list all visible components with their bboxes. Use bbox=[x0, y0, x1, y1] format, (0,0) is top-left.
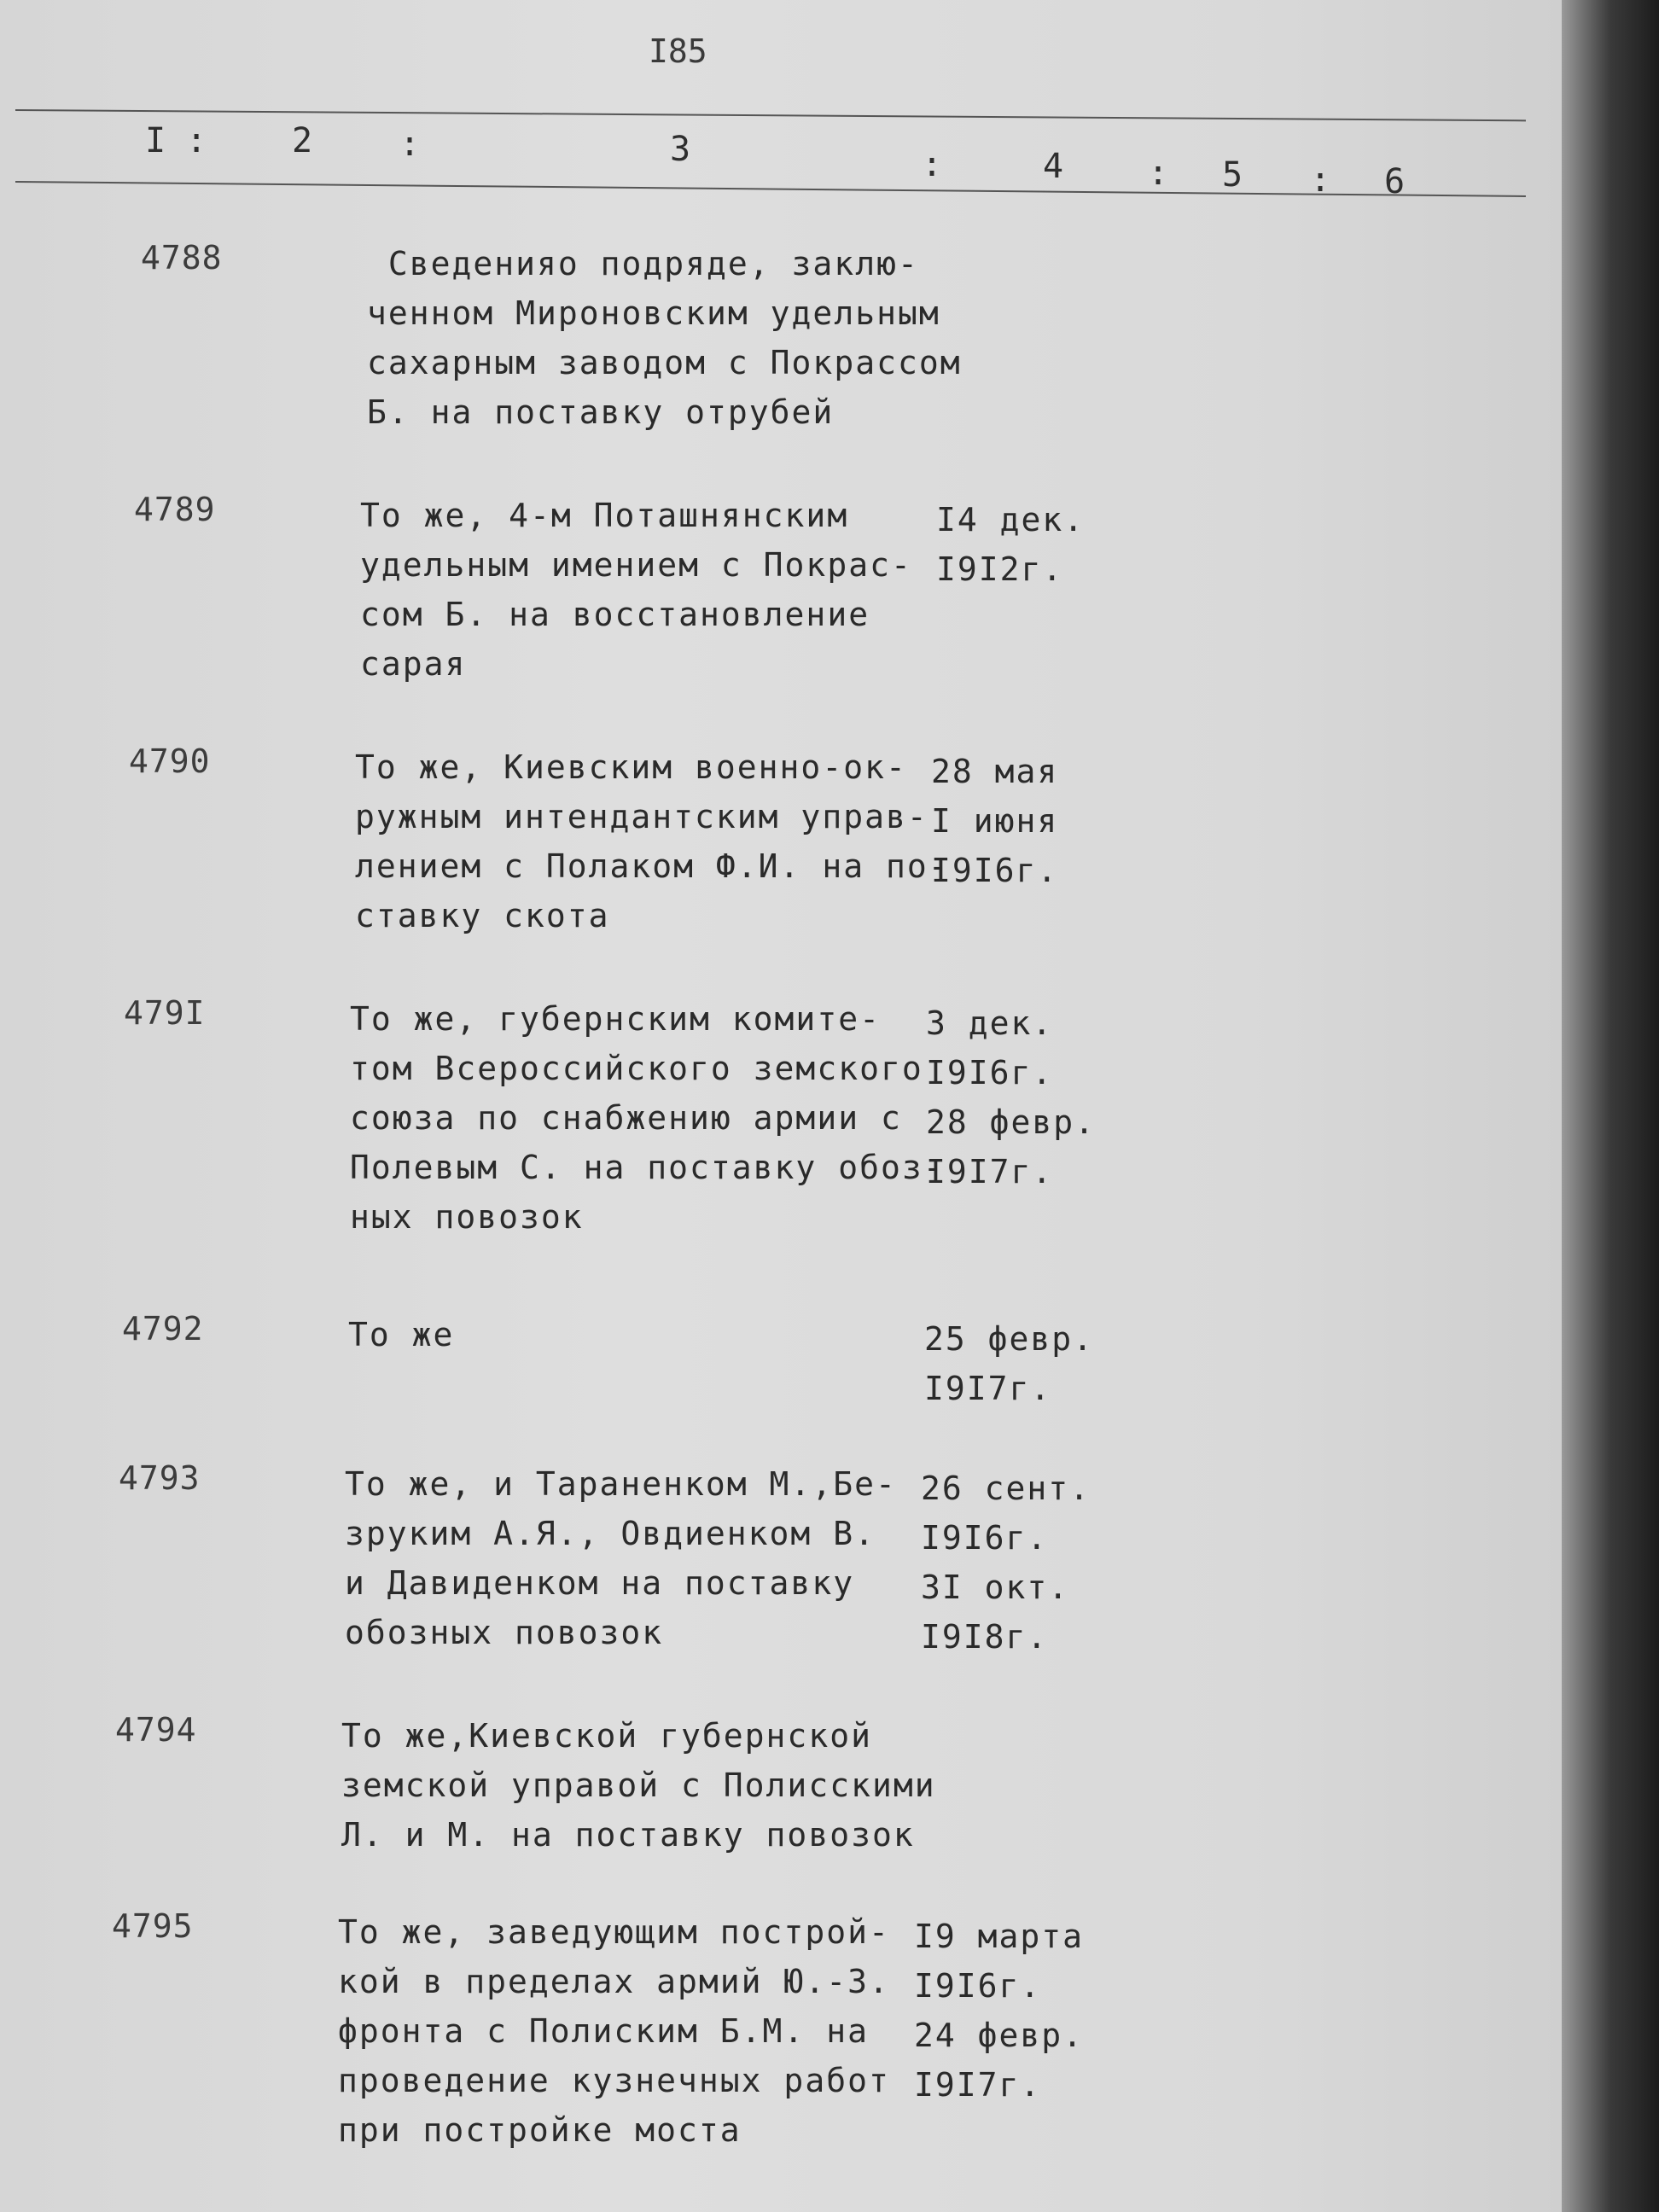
entry-dates bbox=[914, 1912, 1084, 2110]
description-line: ставку скота bbox=[355, 897, 610, 934]
description-line: Сведенияо подряде, заклю- bbox=[367, 245, 919, 282]
date-line: I4 дек. bbox=[936, 501, 1086, 538]
date-line: 28 февр. bbox=[926, 1103, 1097, 1141]
description-line: при постройке моста bbox=[338, 2111, 742, 2149]
column-separator: : bbox=[399, 125, 421, 164]
entry-description bbox=[360, 491, 912, 689]
description-line: проведение кузнечных работ bbox=[338, 2062, 890, 2099]
entry-description bbox=[355, 742, 950, 940]
column-header-6: 6 bbox=[1384, 162, 1406, 201]
date-line: 28 мая bbox=[931, 753, 1059, 790]
description-line: Л. и М. на поставку повозок bbox=[341, 1816, 915, 1854]
entry-number: 479I bbox=[124, 994, 206, 1032]
description-line: сарая bbox=[360, 645, 467, 683]
date-line: I9I7г. bbox=[924, 1370, 1052, 1407]
entry-description bbox=[345, 1459, 897, 1657]
entry-dates bbox=[931, 747, 1058, 895]
entry-number: 4789 bbox=[134, 491, 216, 528]
description-line: То же, Киевским военно-ок- bbox=[355, 748, 907, 786]
entry-description bbox=[367, 239, 962, 437]
description-line: земской управой с Полисскими bbox=[341, 1767, 936, 1804]
entry-number: 4794 bbox=[115, 1711, 197, 1749]
description-line: союза по снабжению армии с bbox=[350, 1099, 902, 1137]
column-header-2: 2 bbox=[292, 121, 313, 160]
date-line: I9I7г. bbox=[926, 1153, 1054, 1190]
description-line: То же bbox=[348, 1316, 455, 1353]
date-line: 26 сент. bbox=[921, 1470, 1091, 1507]
date-line: 24 февр. bbox=[914, 2017, 1085, 2054]
date-line: I9 марта bbox=[914, 1918, 1085, 1955]
column-separator: : bbox=[922, 145, 943, 184]
entry-number: 4793 bbox=[119, 1459, 201, 1497]
entry-number: 4788 bbox=[141, 239, 223, 276]
column-header-4: 4 bbox=[1043, 147, 1064, 186]
date-line: I9I6г. bbox=[931, 852, 1059, 889]
description-line: Полевым С. на поставку обоз- bbox=[350, 1149, 945, 1186]
description-line: зруким А.Я., Овдиенком В. bbox=[345, 1515, 876, 1552]
entry-description bbox=[348, 1310, 454, 1359]
entry-description bbox=[341, 1711, 936, 1860]
date-line: I9I6г. bbox=[921, 1519, 1049, 1557]
description-line: То же, 4-м Поташнянским bbox=[360, 497, 849, 534]
entry-dates bbox=[921, 1464, 1091, 1662]
date-line: 25 февр. bbox=[924, 1320, 1095, 1358]
description-line: фронта с Полиским Б.М. на bbox=[338, 2012, 869, 2050]
column-header-5: 5 bbox=[1222, 155, 1243, 195]
description-line: и Давиденком на поставку bbox=[345, 1564, 855, 1602]
date-line: I9I6г. bbox=[926, 1054, 1054, 1091]
column-header-3: 3 bbox=[670, 130, 691, 169]
header-top-rule bbox=[15, 109, 1526, 121]
entry-dates bbox=[926, 998, 1096, 1196]
description-line: обозных повозок bbox=[345, 1614, 664, 1651]
entry-number: 4795 bbox=[112, 1907, 194, 1945]
date-line: I9I2г. bbox=[936, 550, 1064, 588]
description-line: ружным интендантским управ- bbox=[355, 798, 928, 835]
page-edge-shadow bbox=[1562, 0, 1659, 2212]
description-line: То же, губернским комите- bbox=[350, 1000, 881, 1038]
entry-dates bbox=[924, 1314, 1094, 1413]
entry-dates bbox=[936, 495, 1085, 594]
description-line: ченном Мироновским удельным bbox=[367, 294, 940, 332]
description-line: том Всероссийского земского bbox=[350, 1050, 923, 1087]
description-line: ных повозок bbox=[350, 1198, 584, 1236]
description-line: То же, заведующим построй- bbox=[338, 1913, 890, 1951]
description-line: кой в пределах армий Ю.-З. bbox=[338, 1963, 890, 2000]
description-line: То же,Киевской губернской bbox=[341, 1717, 872, 1755]
date-line: I9I8г. bbox=[921, 1618, 1049, 1656]
description-line: сом Б. на восстановление bbox=[360, 596, 870, 633]
description-line: удельным имением с Покрас- bbox=[360, 546, 912, 584]
column-separator: : bbox=[1148, 154, 1169, 193]
description-line: сахарным заводом с Покрассом bbox=[367, 344, 962, 381]
entry-description bbox=[338, 1907, 890, 2155]
entry-number: 4790 bbox=[129, 742, 211, 780]
description-line: Б. на поставку отрубей bbox=[367, 393, 835, 431]
date-line: 3 дек. bbox=[926, 1004, 1054, 1042]
column-header-1: I : bbox=[145, 121, 207, 160]
date-line: I9I7г. bbox=[914, 2066, 1042, 2104]
header-bottom-rule bbox=[15, 181, 1526, 197]
date-line: 3I окт. bbox=[921, 1569, 1070, 1606]
date-line: I9I6г. bbox=[914, 1967, 1042, 2005]
page-number: I85 bbox=[649, 32, 707, 70]
date-line: I июня bbox=[931, 802, 1059, 840]
description-line: лением с Полаком Ф.И. на по- bbox=[355, 847, 950, 885]
entry-number: 4792 bbox=[122, 1310, 204, 1348]
entry-description bbox=[350, 994, 945, 1242]
description-line: То же, и Тараненком М.,Бе- bbox=[345, 1465, 897, 1503]
column-separator: : bbox=[1310, 160, 1331, 200]
